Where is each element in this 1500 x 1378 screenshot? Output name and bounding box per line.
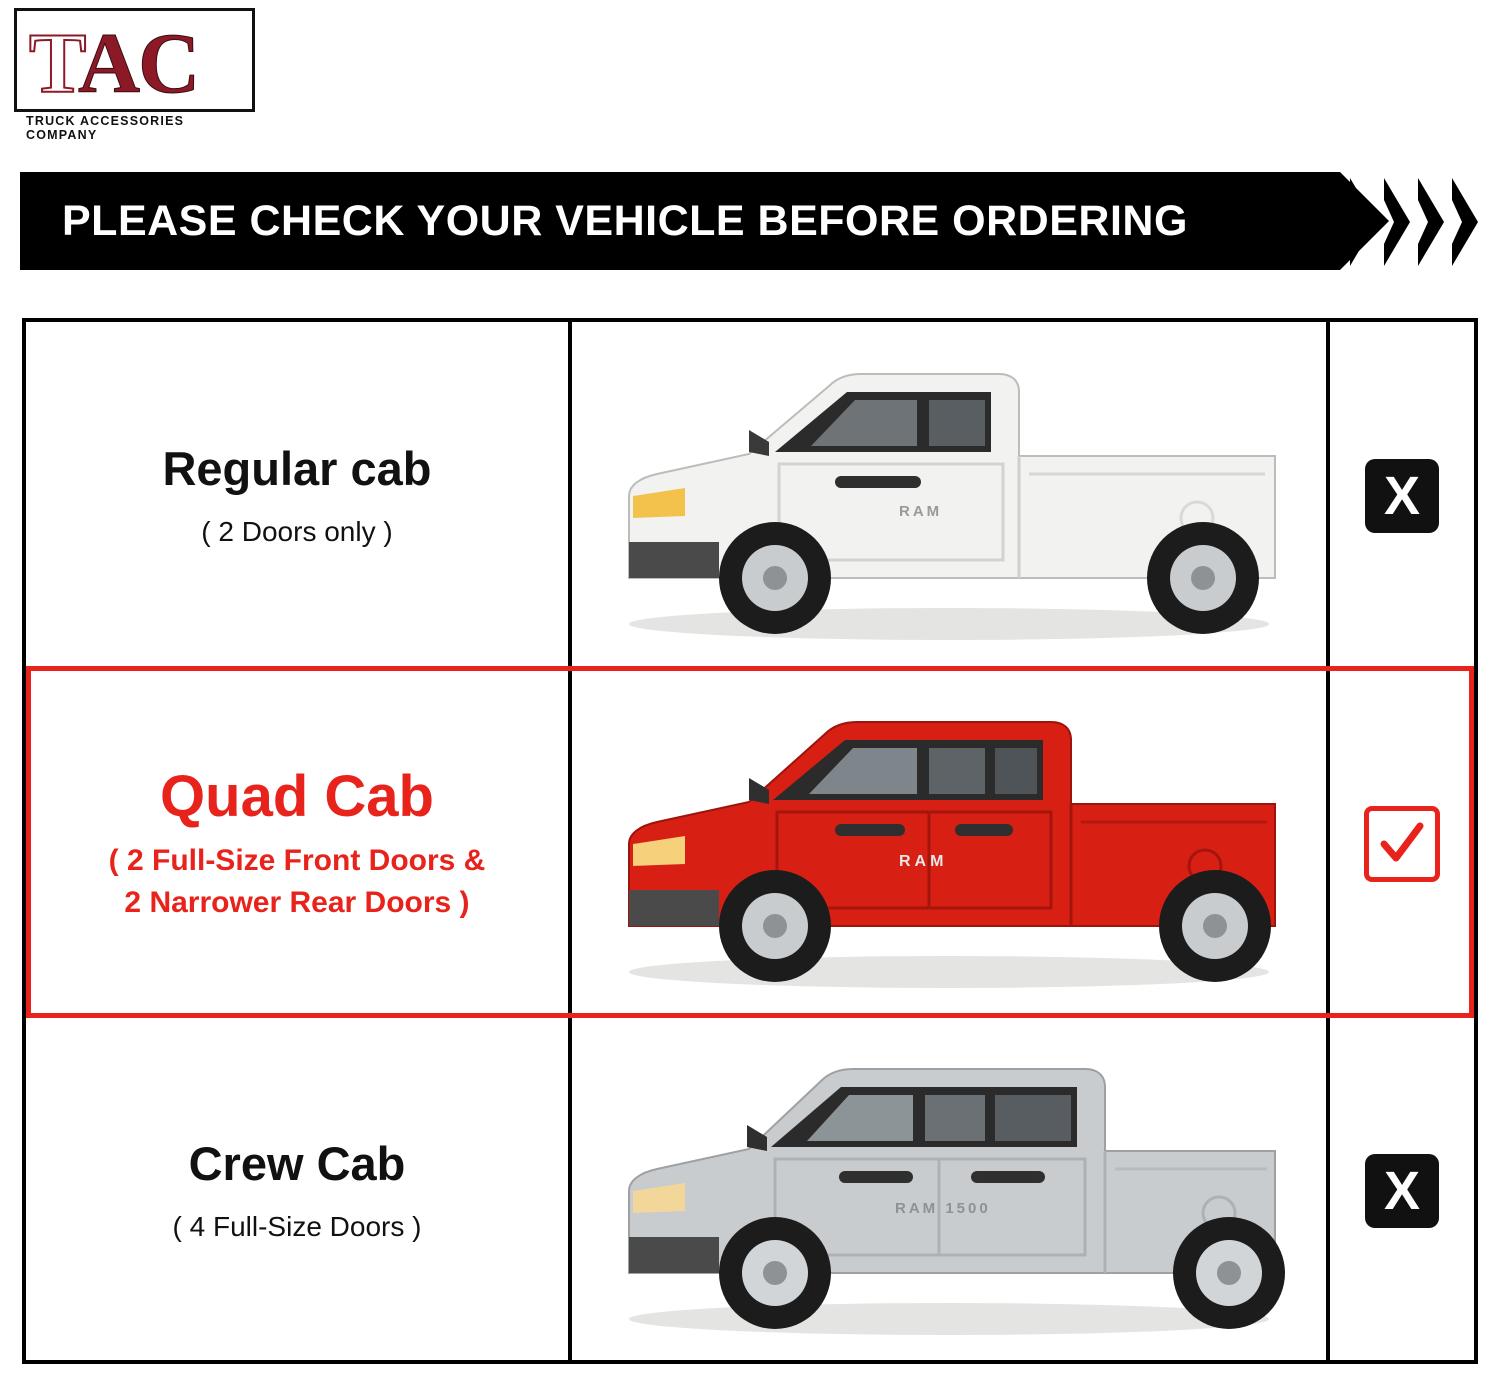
cab-image-cell (572, 670, 1330, 1018)
banner-bar (20, 172, 1340, 270)
logo-frame (14, 8, 255, 112)
cab-image-cell (572, 322, 1330, 670)
cab-mark-cell (1330, 670, 1474, 1018)
truck-illustration-quad-cab (599, 694, 1299, 994)
chevron-right-icon (1452, 178, 1478, 266)
logo-wordmark (29, 15, 198, 111)
svg-text:RAM 1500: RAM 1500 (895, 1200, 991, 1217)
chevron-right-icon (1350, 178, 1376, 266)
cab-mark-cell (1330, 322, 1474, 670)
cab-mark-cell (1330, 1018, 1474, 1364)
truck-illustration-regular-cab (599, 346, 1299, 646)
table-row (26, 322, 1474, 670)
check-icon (1364, 806, 1440, 882)
logo-letter-t: T (29, 15, 78, 111)
banner-title: PLEASE CHECK YOUR VEHICLE BEFORE ORDERING (62, 197, 1188, 245)
cab-title: Quad Cab (160, 764, 434, 829)
cab-title: Regular cab (162, 442, 432, 495)
cab-label-cell (26, 1018, 572, 1364)
svg-text:RAM: RAM (899, 853, 948, 870)
table-row (26, 670, 1474, 1018)
notice-banner (20, 172, 1480, 270)
table-row (26, 1018, 1474, 1364)
logo-tagline: TRUCK ACCESSORIES COMPANY (26, 114, 185, 142)
brand-logo (14, 8, 259, 142)
logo-letters-ac: AC (77, 15, 199, 111)
svg-text:RAM: RAM (899, 503, 943, 520)
cab-image-cell (572, 1018, 1330, 1364)
truck-illustration-crew-cab (599, 1041, 1299, 1341)
chevron-group (1350, 178, 1480, 266)
chevron-right-icon (1384, 178, 1410, 266)
cab-subtitle: ( 2 Doors only ) (201, 516, 393, 547)
cab-label-cell (26, 670, 572, 1018)
cab-subtitle: ( 4 Full-Size Doors ) (172, 1211, 422, 1242)
cross-icon: X (1365, 1154, 1439, 1228)
cab-title: Crew Cab (188, 1137, 406, 1190)
chevron-right-icon (1418, 178, 1444, 266)
cab-subtitle: ( 2 Full-Size Front Doors & 2 Narrower Rear Doors ) (108, 844, 486, 919)
cross-icon: X (1365, 459, 1439, 533)
cab-label-cell (26, 322, 572, 670)
cab-comparison-table (22, 318, 1478, 1364)
